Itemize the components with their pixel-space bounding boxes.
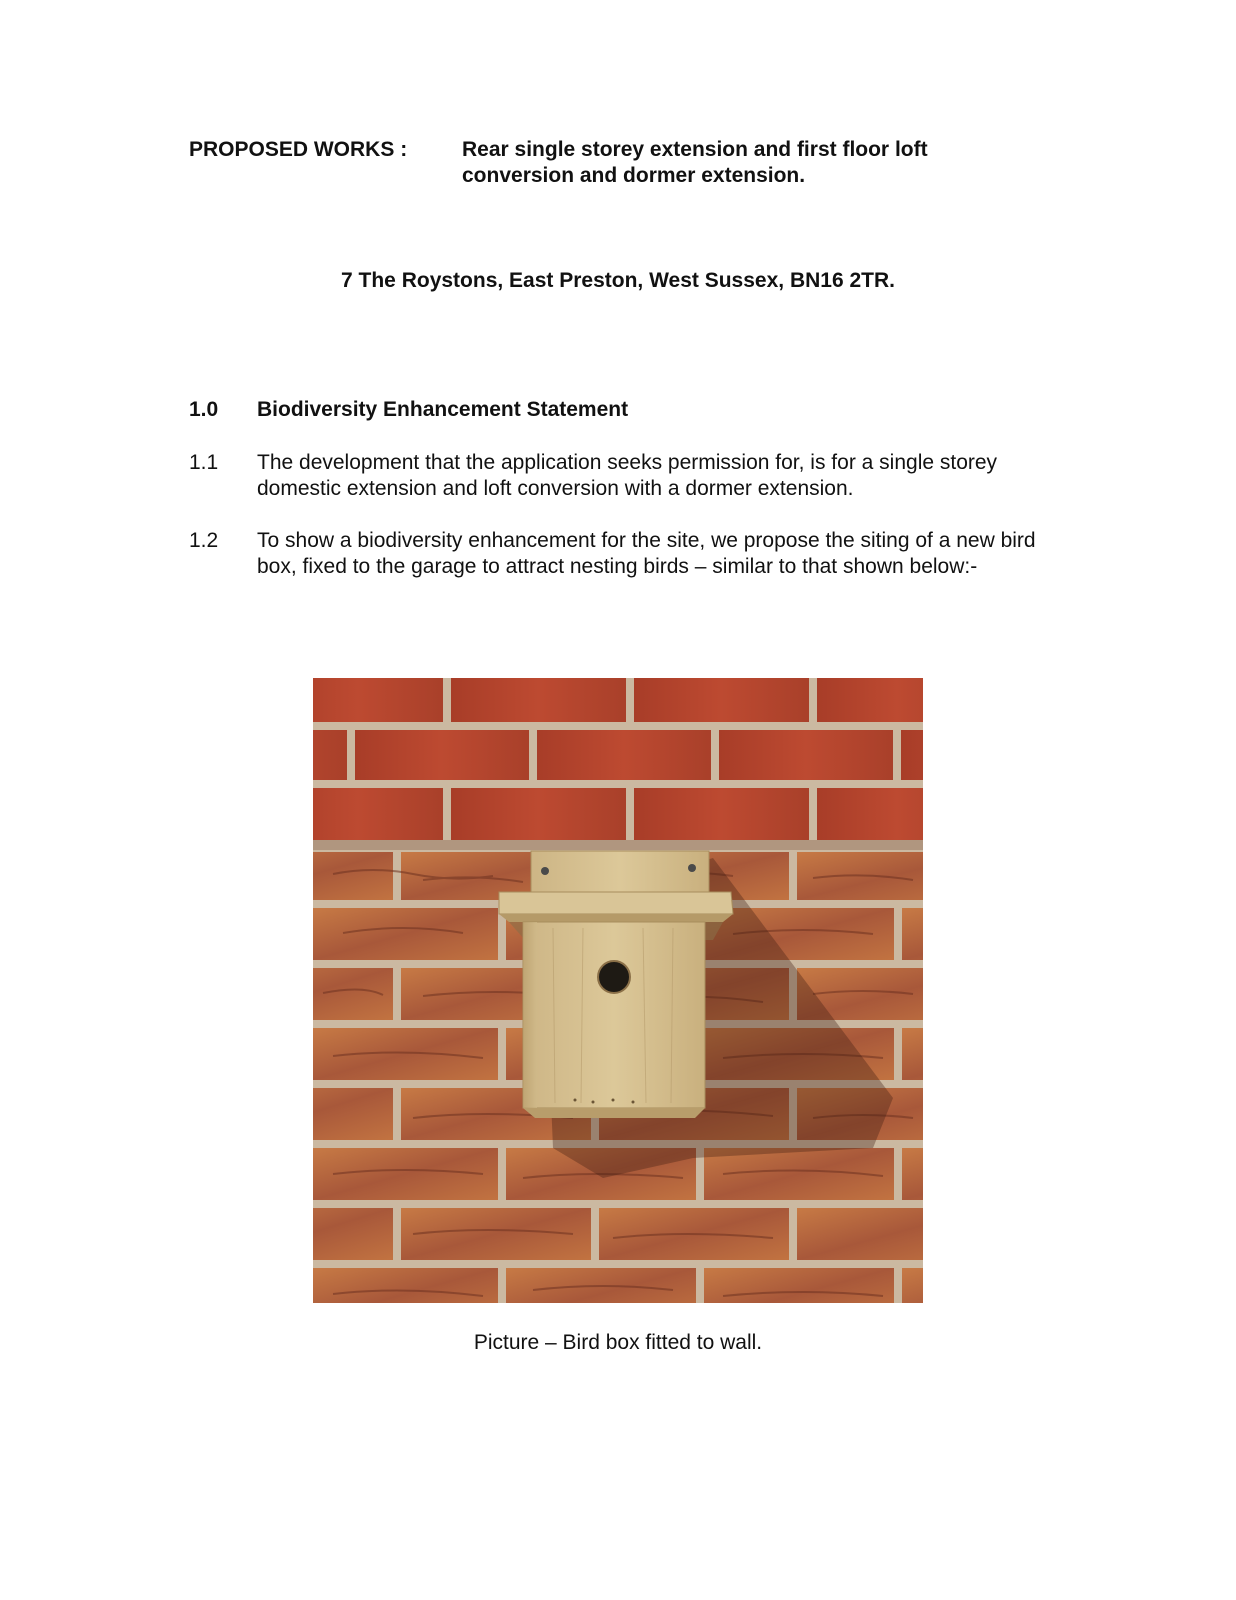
section-number: 1.0 bbox=[189, 398, 219, 421]
box-roof bbox=[499, 892, 733, 914]
bird-box-illustration bbox=[313, 678, 923, 1303]
section-heading bbox=[189, 397, 628, 423]
figure-caption: Picture – Bird box fitted to wall. bbox=[473, 1331, 763, 1354]
proposed-works-description: Rear single storey extension and first floor loft conversion and dormer extension. bbox=[462, 138, 928, 187]
screw-right bbox=[688, 864, 696, 872]
section-title: Biodiversity Enhancement Statement bbox=[257, 398, 629, 421]
paragraph-text: To show a biodiversity enhancement for the site, we propose the siting of a new bird box, fixed to the garage to attract nesting birds – similar to that shown below:- bbox=[257, 529, 1036, 578]
proposed-works-label: PROPOSED WORKS : bbox=[189, 138, 408, 161]
box-front bbox=[523, 922, 705, 1108]
paragraph-number: 1.1 bbox=[189, 451, 219, 474]
paragraph-number: 1.2 bbox=[189, 529, 219, 552]
bird-box-photo bbox=[313, 678, 923, 1303]
paragraph-1-2 bbox=[189, 528, 1039, 580]
paragraph-text: The development that the application seeks permission for, is for a single storey domestic extension and loft conversion with a dormer extension. bbox=[257, 451, 998, 500]
site-address: 7 The Roystons, East Preston, West Sussex, BN16 2TR. bbox=[341, 269, 895, 292]
red-brick-courses bbox=[313, 678, 923, 840]
screw-left bbox=[541, 867, 549, 875]
box-base bbox=[523, 1108, 705, 1118]
paragraph-1-1 bbox=[189, 450, 1039, 502]
